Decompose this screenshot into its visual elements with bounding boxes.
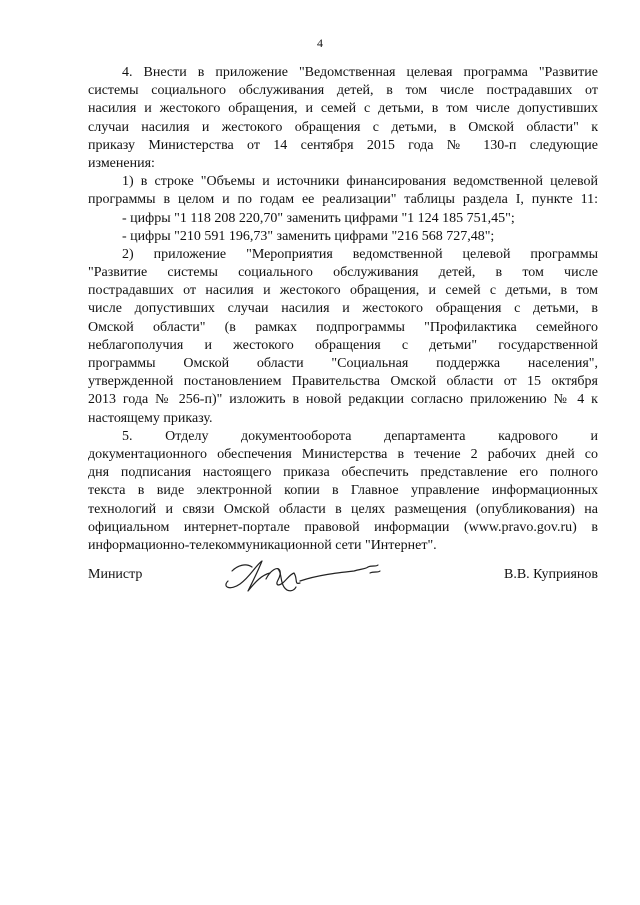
text-line	[88, 410, 598, 428]
text-line	[88, 119, 598, 137]
text-line-content: - цифры "210 591 196,73" заменить цифрами "216 568 727,48";	[122, 228, 495, 244]
text-line	[88, 446, 598, 464]
text-line	[88, 300, 598, 318]
text-line	[88, 191, 598, 209]
text-line	[88, 519, 598, 537]
text-line-content: изменения:	[88, 155, 155, 171]
text-line	[88, 319, 598, 337]
text-line-content: пострадавших от насилия и жестокого обращения, и семей с детьми, в том	[88, 283, 598, 299]
text-line-content: дня подписания настоящего приказа обеспечить представление его полного	[88, 465, 598, 481]
text-line-content: приказу Министерства от 14 сентября 2015 года № 130-п следующие	[88, 137, 598, 153]
signatory-name: В.В. Куприянов	[504, 567, 598, 582]
text-line-content: программы Омской области "Социальная поддержка населения",	[88, 356, 598, 371]
signatory-title: Министр	[88, 567, 143, 582]
text-line-content: 4. Внести в приложение "Ведомственная целевая программа "Развитие	[122, 65, 598, 80]
text-line	[88, 337, 598, 355]
text-line-content: настоящему приказу.	[88, 410, 213, 426]
text-line	[88, 501, 598, 519]
text-line-content: информационно-телекоммуникационной сети "Интернет".	[88, 537, 437, 553]
text-line	[88, 282, 598, 300]
text-line-content: случаи насилия и жестокого обращения с детьми, в Омской области" к	[88, 119, 598, 135]
handwritten-signature	[218, 551, 388, 599]
text-line	[88, 137, 598, 155]
text-line-content: - цифры "1 118 208 220,70" заменить цифрами "1 124 185 751,45";	[122, 210, 515, 226]
text-line-content: 5. Отделу документооборота департамента кадрового и	[122, 428, 598, 444]
document-body	[88, 64, 598, 555]
text-line-content: Омской области" (в рамках подпрограммы "Профилактика семейного	[88, 319, 598, 335]
text-line-content: 1) в строке "Объемы и источники финансирования ведомственной целевой	[122, 174, 598, 190]
text-line	[88, 428, 598, 446]
text-line-content: текста в виде электронной копии в Главное управление информационных	[88, 483, 598, 499]
text-line-content: официальном интернет-портале правовой информации (www.pravo.gov.ru) в	[88, 519, 598, 535]
text-line	[88, 482, 598, 500]
text-line-content: неблагополучия и жестокого обращения с детьми" государственной	[88, 337, 598, 353]
text-line	[88, 210, 598, 228]
text-line-content: технологий и связи Омской области в целях размещения (опубликования) на	[88, 501, 598, 517]
text-line-content: "Развитие системы социального обслуживания детей, в том числе	[88, 265, 598, 281]
text-line-content: насилия и жестокого обращения, и семей с детьми, в том числе допустивших	[88, 101, 598, 117]
text-line	[88, 246, 598, 264]
text-line	[88, 82, 598, 100]
text-line	[88, 100, 598, 118]
text-line-content: 2) приложение "Мероприятия ведомственной целевой программы	[122, 246, 598, 262]
text-line-content: документационного обеспечения Министерства в течение 2 рабочих дней со	[88, 446, 598, 462]
text-line	[88, 155, 598, 173]
text-line	[88, 464, 598, 482]
text-line	[88, 373, 598, 391]
text-line	[88, 228, 598, 246]
text-line	[88, 391, 598, 409]
text-line-content: утвержденной постановлением Правительства Омской области от 15 октября	[88, 374, 598, 390]
text-line-content: 2013 года № 256-п)" изложить в новой редакции согласно приложению № 4 к	[88, 392, 598, 408]
page-number: 4	[317, 36, 323, 50]
text-line	[88, 264, 598, 282]
text-line	[88, 173, 598, 191]
text-line-content: системы социального обслуживания детей, в том числе пострадавших от	[88, 83, 598, 99]
text-line	[88, 64, 598, 82]
text-line	[88, 355, 598, 373]
text-line-content: программы в целом и по годам ее реализации" таблицы раздела I, пункте 11:	[88, 192, 598, 208]
text-line-content: числе допустивших случаи насилия и жестокого обращения с детьми, в	[88, 301, 598, 317]
signature-block	[88, 561, 598, 597]
